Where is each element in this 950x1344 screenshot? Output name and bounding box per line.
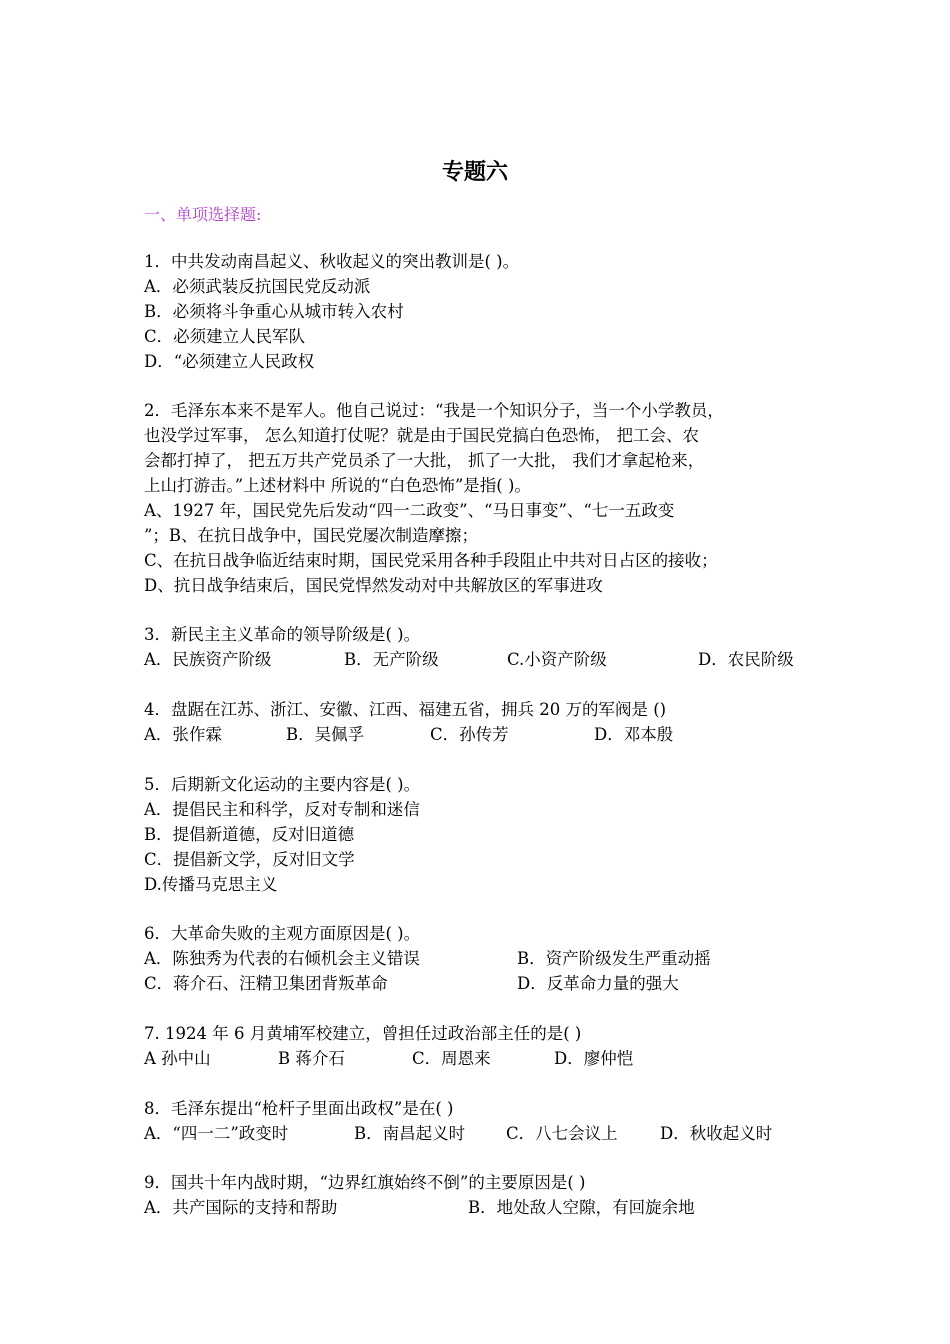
question-text-line: ”；B、在抗日战争中，国民党屡次制造摩擦； (144, 526, 479, 545)
option-d: D．反革命力量的强大 (517, 974, 679, 993)
option-d: D．农民阶级 (698, 650, 794, 669)
option-b: B．提倡新道德，反对旧道德 (144, 825, 355, 844)
question-stem: 3．新民主主义革命的领导阶级是( )。 (144, 625, 421, 644)
option-c: C．八七会议上 (506, 1124, 618, 1143)
question-text-line: A、1927 年，国民党先后发动“四一二政变”、“马日事变”、“七一五政变 (144, 501, 675, 520)
option-a: A．张作霖 (144, 725, 222, 744)
options-row (144, 722, 824, 747)
option-c: C．提倡新文学，反对旧文学 (144, 850, 355, 869)
page-title: 专题六 (441, 160, 508, 185)
question-2 (144, 398, 824, 598)
question-text-line: 2．毛泽东本来不是军人。他自己说过：“我是一个知识分子，当一个小学教员， (144, 401, 724, 420)
question-stem: 7. 1924 年 6 月黄埔军校建立，曾担任过政治部主任的是( ) (144, 1024, 582, 1043)
option-c: C．周恩来 (412, 1049, 491, 1068)
question-3 (144, 622, 824, 672)
options-row (144, 1195, 824, 1220)
option-c: C.小资产阶级 (507, 650, 607, 669)
option-d: D．“必须建立人民政权 (144, 352, 315, 371)
question-stem: 8．毛泽东提出“枪杆子里面出政权”是在( ) (144, 1099, 454, 1118)
option-b: B．地处敌人空隙，有回旋余地 (468, 1198, 695, 1217)
options-row (144, 1121, 824, 1146)
options-row (144, 1046, 824, 1071)
question-1 (144, 249, 824, 374)
question-stem: 1．中共发动南昌起义、秋收起义的突出教训是( )。 (144, 252, 520, 271)
option-a: A．必须武装反抗国民党反动派 (144, 277, 371, 296)
option-b: B．吴佩孚 (286, 725, 365, 744)
question-stem: 5．后期新文化运动的主要内容是( )。 (144, 775, 421, 794)
option-d: D．廖仲恺 (554, 1049, 634, 1068)
options-row (144, 971, 824, 996)
question-4 (144, 697, 824, 747)
option-a: A．陈独秀为代表的右倾机会主义错误 (144, 949, 420, 968)
option-a: A．民族资产阶级 (144, 650, 272, 669)
option-a: A．共产国际的支持和帮助 (144, 1198, 338, 1217)
question-text-line: 会都打掉了， 把五万共产党员杀了一大批， 抓了一大批， 我们才拿起枪来， (144, 451, 705, 470)
option-b: B．资产阶级发生严重动摇 (517, 949, 711, 968)
options-row (144, 647, 824, 672)
option-a: A．提倡民主和科学，反对专制和迷信 (144, 800, 420, 819)
option-c: C．孙传芳 (430, 725, 509, 744)
question-8 (144, 1096, 824, 1146)
section-heading: 一、单项选择题: (144, 205, 262, 224)
option-b: B．无产阶级 (344, 650, 439, 669)
question-text-line: 上山打游击。”上述材料中 所说的“白色恐怖”是指( )。 (144, 476, 531, 495)
question-text-line: 也没学过军事， 怎么知道打仗呢？就是由于国民党搞白色恐怖， 把工会、农 (144, 426, 699, 445)
option-b: B．必须将斗争重心从城市转入农村 (144, 302, 404, 321)
option-c: C．蒋介石、汪精卫集团背叛革命 (144, 974, 388, 993)
option-b: B 蒋介石 (278, 1049, 345, 1068)
option-b: B．南昌起义时 (354, 1124, 466, 1143)
question-stem: 9．国共十年内战时期，“边界红旗始终不倒”的主要原因是( ) (144, 1173, 586, 1192)
option-d: D.传播马克思主义 (144, 875, 278, 894)
question-5 (144, 772, 824, 897)
question-9 (144, 1170, 824, 1220)
question-stem: 6．大革命失败的主观方面原因是( )。 (144, 924, 421, 943)
question-6 (144, 921, 824, 996)
question-text-line: D、抗日战争结束后，国民党悍然发动对中共解放区的军事进攻 (144, 576, 603, 595)
option-d: D．邓本殷 (594, 725, 674, 744)
question-7 (144, 1021, 824, 1071)
options-row (144, 946, 824, 971)
option-d: D．秋收起义时 (660, 1124, 773, 1143)
question-text-line: C、在抗日战争临近结束时期，国民党采用各种手段阻止中共对日占区的接收； (144, 551, 718, 570)
question-stem: 4．盘踞在江苏、浙江、安徽、江西、福建五省，拥兵 20 万的军阀是 () (144, 700, 667, 719)
option-a: A 孙中山 (144, 1049, 211, 1068)
option-c: C．必须建立人民军队 (144, 327, 306, 346)
option-a: A．“四一二”政变时 (144, 1124, 289, 1143)
